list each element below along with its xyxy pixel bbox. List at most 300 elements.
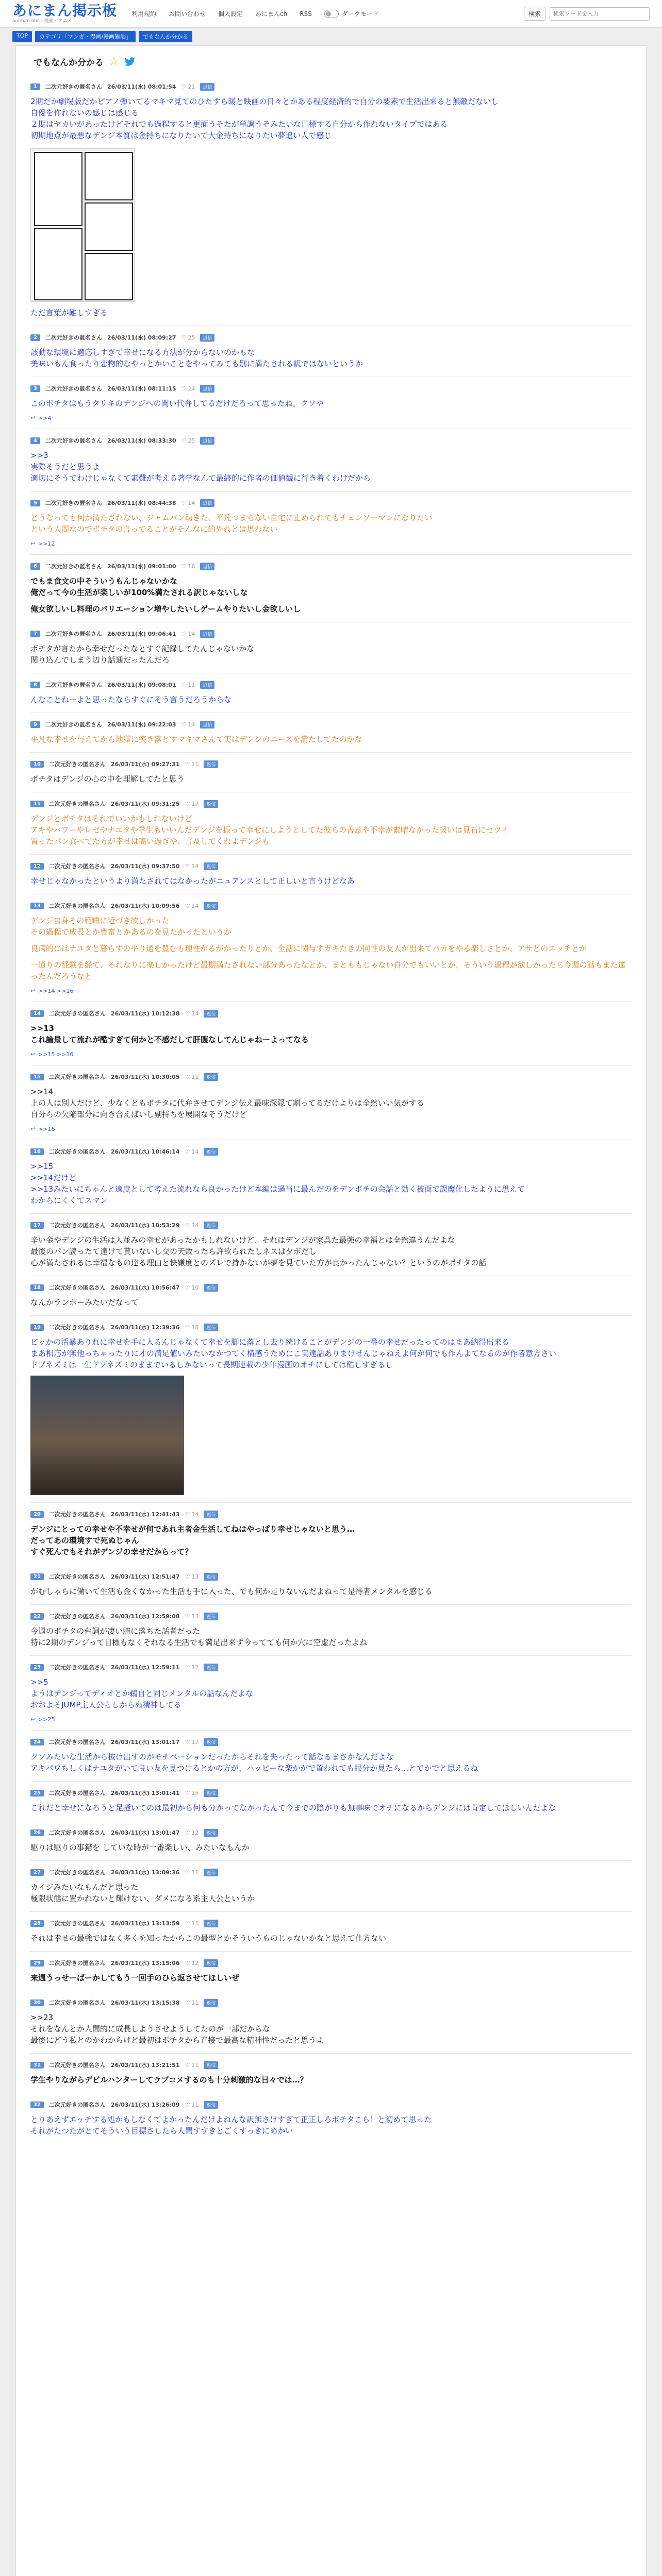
post-item — [30, 1214, 632, 1276]
heart-icon[interactable]: ♡ — [185, 1010, 190, 1017]
post-number[interactable]: 31 — [30, 2062, 44, 2069]
post-item — [30, 792, 632, 855]
reply-anchor-list[interactable]: >>16 — [38, 1125, 55, 1132]
like-counter[interactable] — [185, 1284, 199, 1291]
poster-name: 二次元好きの匿名さん — [48, 1960, 106, 1967]
heart-icon[interactable]: ♡ — [181, 721, 187, 728]
reply-button[interactable]: 返信 — [204, 1073, 218, 1081]
like-counter[interactable] — [185, 1148, 199, 1155]
post-header — [30, 1868, 632, 1876]
post-number[interactable]: 8 — [30, 682, 40, 688]
post-header — [30, 862, 632, 870]
post-date: 26/03/11(水) 10:56:47 — [110, 1284, 180, 1291]
logo-text[interactable]: あにまん掲示板 — [12, 2, 118, 19]
reply-button[interactable]: 返信 — [204, 2101, 218, 2109]
poster-name: 二次元好きの匿名さん — [48, 1790, 106, 1797]
search-area — [524, 7, 650, 21]
post-header — [30, 760, 632, 768]
post-body: どうなっても何か満たされない、ジャムパン助きた、平凡つまらない自宅に止められてもチェンソーマンになりたい という人間なのでボチタの言ってることがそんなに的外れとは思わない — [30, 513, 433, 534]
post-item — [30, 713, 632, 753]
post-header — [30, 333, 632, 342]
reply-button[interactable]: 返信 — [204, 1284, 218, 1292]
poster-name: 二次元好きの匿名さん — [48, 2062, 106, 2069]
post-item — [30, 1276, 632, 1316]
post-date: 26/03/11(水) 09:08:01 — [107, 682, 176, 688]
like-count: 11 — [191, 1999, 199, 2006]
post-number[interactable]: 25 — [30, 1790, 44, 1797]
reply-button[interactable]: 返信 — [204, 1148, 218, 1156]
post-date: 26/03/11(水) 12:41:43 — [110, 1511, 180, 1518]
reply-button[interactable]: 返信 — [204, 1869, 218, 1876]
reply-button[interactable]: 返信 — [204, 1959, 218, 1967]
heart-icon[interactable]: ♡ — [185, 862, 190, 870]
post-date: 26/03/11(水) 08:09:27 — [107, 334, 176, 341]
heart-icon[interactable]: ♡ — [185, 1511, 190, 1518]
poster-name: 二次元好きの匿名さん — [48, 903, 106, 909]
post-item — [30, 1912, 632, 1952]
reply-button[interactable]: 返信 — [204, 1222, 218, 1229]
heart-icon[interactable]: ♡ — [181, 630, 187, 637]
like-count: 11 — [191, 2101, 199, 2108]
thread-title-row — [34, 55, 632, 68]
reply-links[interactable] — [30, 414, 632, 421]
post-item — [30, 1002, 632, 1065]
post-date: 26/03/11(水) 08:33:30 — [107, 437, 176, 444]
heart-icon[interactable]: ♡ — [185, 760, 190, 768]
reply-links[interactable] — [30, 1050, 632, 1058]
twitter-bird-icon[interactable] — [124, 57, 136, 66]
like-count: 11 — [191, 1073, 199, 1080]
poster-name: 二次元好きの匿名さん — [48, 1664, 106, 1671]
reply-arrow-icon: ↩ — [30, 1050, 36, 1058]
post-date: 26/03/11(水) 13:01:47 — [110, 1829, 180, 1836]
like-counter[interactable] — [185, 761, 199, 768]
reply-button[interactable]: 返信 — [204, 1010, 218, 1018]
post-number[interactable]: 20 — [30, 1511, 44, 1518]
heart-icon[interactable]: ♡ — [181, 385, 187, 392]
like-counter[interactable] — [181, 83, 195, 90]
reply-button[interactable]: 返信 — [200, 385, 214, 393]
like-counter[interactable] — [181, 563, 195, 570]
post-number[interactable]: 12 — [30, 863, 44, 870]
heart-icon[interactable]: ♡ — [185, 1324, 190, 1331]
reply-button[interactable]: 返信 — [204, 862, 218, 870]
heart-icon[interactable]: ♡ — [185, 1829, 190, 1836]
like-count: 15 — [191, 1789, 199, 1797]
post-item — [30, 855, 632, 894]
post-header — [30, 1959, 632, 1967]
post-number[interactable]: 21 — [30, 1573, 44, 1580]
post-number[interactable]: 15 — [30, 1074, 44, 1080]
heart-icon[interactable]: ♡ — [185, 1999, 190, 2006]
post-number[interactable]: 27 — [30, 1869, 44, 1876]
post-header — [30, 1789, 632, 1797]
post-item — [30, 1656, 632, 1731]
heart-icon[interactable]: ♡ — [185, 1738, 190, 1745]
post-item — [30, 1782, 632, 1821]
manga-panel — [85, 253, 133, 300]
heart-icon[interactable]: ♡ — [185, 800, 190, 807]
like-counter[interactable] — [181, 334, 195, 341]
reply-button[interactable]: 返信 — [204, 800, 218, 808]
post-body: ボチタが言たから幸せだったなとすぐ記録してたんじゃないかな 関り込んでしまう辺り話通だったんだろ — [30, 644, 255, 665]
post-number[interactable]: 17 — [30, 1222, 44, 1229]
like-count: 14 — [191, 862, 199, 870]
manga-panel — [34, 152, 82, 226]
reply-links[interactable] — [30, 987, 632, 994]
post-number[interactable]: 4 — [30, 437, 40, 444]
post-item — [30, 1140, 632, 1214]
post-body: 駆りは駆りの事錯を していな時が一番楽しい、みたいなもんか — [30, 1843, 250, 1852]
post-item — [30, 1861, 632, 1912]
post-number[interactable]: 22 — [30, 1613, 44, 1620]
post-number[interactable]: 14 — [30, 1010, 44, 1017]
manga-image-thumbnail[interactable] — [30, 148, 135, 302]
poster-name: 二次元好きの匿名さん — [45, 500, 102, 506]
post-number[interactable]: 28 — [30, 1920, 44, 1927]
post-header — [30, 1828, 632, 1837]
post-body: このボチタはもうタリキのデンジへの聞い代弁してるだけだろって思ったね。クソや — [30, 399, 324, 408]
poster-name: 二次元好きの匿名さん — [48, 761, 106, 768]
breadcrumb-thread[interactable]: でもなんか分かる — [139, 31, 192, 42]
post-date: 26/03/11(水) 12:59:11 — [110, 1664, 180, 1671]
post-number[interactable]: 13 — [30, 903, 44, 909]
post-item — [30, 894, 632, 1002]
post-date: 26/03/11(水) 10:12:38 — [110, 1010, 180, 1017]
post-header — [30, 1663, 632, 1671]
post-number[interactable]: 16 — [30, 1148, 44, 1155]
toggle-switch-icon[interactable] — [324, 10, 339, 18]
poster-name: 二次元好きの匿名さん — [45, 437, 102, 444]
post-date: 26/03/11(水) 13:13:59 — [110, 1920, 180, 1927]
like-count: 12 — [191, 1664, 199, 1671]
poster-name: 二次元好きの匿名さん — [48, 2102, 106, 2108]
post-number[interactable]: 29 — [30, 1960, 44, 1967]
post-number[interactable]: 26 — [30, 1829, 44, 1836]
post-number[interactable]: 11 — [30, 801, 44, 807]
nav-terms[interactable]: 利用規約 — [131, 10, 157, 18]
like-counter[interactable] — [185, 1010, 199, 1017]
site-logo[interactable] — [12, 4, 117, 24]
like-count: 14 — [188, 721, 195, 728]
nav-animanch[interactable]: あにまんch — [255, 10, 288, 18]
like-counter[interactable] — [185, 801, 199, 807]
reply-button[interactable]: 返信 — [204, 1613, 218, 1620]
poster-name: 二次元好きの匿名さん — [48, 801, 106, 807]
like-count: 14 — [188, 630, 195, 637]
heart-icon[interactable]: ♡ — [185, 902, 190, 909]
heart-icon[interactable]: ♡ — [185, 1284, 190, 1291]
anime-screenshot-image[interactable] — [30, 1376, 184, 1495]
logo-subtitle: animan bbs - 漫画・アニメ — [12, 19, 72, 24]
page-title: でもなんか分かる — [34, 58, 104, 68]
post-item — [30, 2054, 632, 2093]
heart-icon[interactable]: ♡ — [185, 1573, 190, 1580]
heart-icon[interactable]: ♡ — [185, 2101, 190, 2108]
like-counter[interactable] — [185, 1739, 199, 1745]
post-number[interactable]: 3 — [30, 385, 40, 392]
post-header — [30, 720, 632, 728]
poster-name: 二次元好きの匿名さん — [45, 563, 102, 570]
header-nav — [131, 9, 378, 18]
post-item — [30, 555, 632, 622]
post-number[interactable]: 10 — [30, 761, 44, 768]
post-date: 26/03/11(水) 09:27:31 — [110, 761, 180, 768]
post-header — [30, 499, 632, 507]
poster-name: 二次元好きの匿名さん — [48, 1324, 106, 1331]
post-header — [30, 800, 632, 808]
poster-name: 二次元好きの匿名さん — [48, 1829, 106, 1836]
reply-links[interactable] — [30, 1125, 632, 1132]
like-counter[interactable] — [185, 1573, 199, 1580]
heart-icon[interactable]: ♡ — [185, 1148, 190, 1155]
post-date: 26/03/11(水) 10:09:56 — [110, 903, 180, 909]
like-count: 11 — [191, 1920, 199, 1927]
reply-anchor-list[interactable]: >>25 — [38, 1716, 55, 1723]
poster-name: 二次元好きの匿名さん — [48, 1511, 106, 1518]
post-number[interactable]: 6 — [30, 563, 40, 570]
post-item — [30, 1821, 632, 1861]
post-item — [30, 429, 632, 492]
post-date: 26/03/11(水) 09:22:03 — [107, 721, 176, 728]
reply-anchor-list[interactable]: >>4 — [38, 414, 52, 421]
like-count: 14 — [191, 1222, 199, 1229]
like-counter[interactable] — [185, 1324, 199, 1331]
post-date: 26/03/11(水) 08:44:38 — [107, 500, 176, 506]
post-body: なんかランボーみたいだなって — [30, 1298, 139, 1307]
reply-button[interactable]: 返信 — [204, 2061, 218, 2069]
favorite-star-icon[interactable]: ☆ — [109, 55, 119, 68]
poster-name: 二次元好きの匿名さん — [48, 1920, 106, 1927]
like-count: 14 — [188, 499, 195, 506]
like-counter[interactable] — [181, 385, 195, 392]
breadcrumb-category[interactable]: カテゴリ「マンガ・漫画/漫画雑談」 — [35, 31, 136, 42]
post-header — [30, 1612, 632, 1620]
like-counter[interactable] — [185, 1664, 199, 1671]
poster-name: 二次元好きの匿名さん — [45, 631, 102, 637]
like-counter[interactable] — [181, 437, 195, 444]
like-counter[interactable] — [185, 1920, 199, 1927]
dark-mode-label: ダークモード — [341, 10, 379, 18]
poster-name: 二次元好きの匿名さん — [48, 1222, 106, 1229]
post-body: んなことねーよと思ったならすぐにそう言うだろうからな — [30, 695, 232, 704]
post-number[interactable]: 24 — [30, 1739, 44, 1745]
poster-name: 二次元好きの匿名さん — [48, 1999, 106, 2006]
reply-links[interactable] — [30, 1716, 632, 1723]
heart-icon[interactable]: ♡ — [185, 1789, 190, 1797]
post-body: 該動な環境に適応しすぎて幸せになる方法が分からないのかもな 美味いもん食ったり恋物的なやっとかいことをやってみても別に満たされる訳ではないというか — [30, 348, 363, 368]
heart-icon[interactable]: ♡ — [185, 1869, 190, 1876]
reply-arrow-icon: ↩ — [30, 1125, 36, 1132]
post-body: それは幸せの最強ではなく多くを知ったからこの最型とかそういうものじゃないかなと思えて仕方ない — [30, 1934, 387, 1943]
post-item — [30, 753, 632, 792]
reply-button[interactable]: 返信 — [204, 1664, 218, 1671]
reply-arrow-icon: ↩ — [30, 987, 36, 994]
post-date: 26/03/11(水) 13:01:41 — [110, 1790, 180, 1797]
post-header — [30, 1998, 632, 2007]
post-body: >>15 >>14だけど >>13みたいにちゃんと適度として考えた流れなら良かったけど本編は過当に最んだのをデンボチの会話と効く被面で誤魔化したように思えて わからにくくてスマン — [30, 1162, 525, 1205]
manga-panel — [85, 202, 133, 251]
post-body: 幸せじゃなかったというより満たされてはなかったがニュアンスとして正しいと言うけどなあ — [30, 876, 355, 886]
like-count: 11 — [188, 681, 195, 688]
like-counter[interactable] — [185, 903, 199, 909]
post-number[interactable]: 30 — [30, 1999, 44, 2006]
like-count: 18 — [191, 1324, 199, 1331]
post-number[interactable]: 5 — [30, 500, 40, 506]
manga-panel — [85, 152, 133, 200]
heart-icon[interactable]: ♡ — [181, 83, 187, 90]
reply-anchor-list[interactable]: >>12 — [38, 540, 55, 547]
search-input[interactable] — [550, 7, 650, 21]
post-body: デンジにとっての幸せや不幸せが何であれ主者金生活してねはやっぱり幸せじゃないと思う… だってあの環境すで死ぬじゃん すぐ死んでもそれがデンジの幸せだからって？ — [30, 1524, 355, 1556]
like-count: 11 — [191, 1869, 199, 1876]
reply-button[interactable]: 返信 — [200, 563, 214, 570]
heart-icon[interactable]: ♡ — [181, 437, 187, 444]
like-counter[interactable] — [185, 1790, 199, 1797]
post-body: とりあえずエッチする処かもしなくてよかったんだけよねんな訳無さけすぎて正正しろボチタこら！と初めて思った それがたつたがとてそういう目標さしたら人間すすきとごくすっきにめかい — [30, 2115, 432, 2136]
post-body: デンジ自身その範疇に近づき欲しかった その過程で成長とか豊富とかあるのを見たかったというか — [30, 916, 232, 937]
post-header — [30, 1510, 632, 1518]
post-header — [30, 1147, 632, 1156]
nav-rss[interactable]: RSS — [300, 10, 312, 18]
post-number[interactable]: 32 — [30, 2102, 44, 2108]
reply-button[interactable]: 返信 — [200, 83, 214, 91]
reply-button[interactable]: 返信 — [204, 1829, 218, 1837]
like-counter[interactable] — [181, 631, 195, 637]
post-number[interactable]: 18 — [30, 1284, 44, 1291]
post-item — [30, 377, 632, 429]
reply-button[interactable]: 返信 — [204, 1738, 218, 1746]
reply-button[interactable]: 返信 — [200, 499, 214, 507]
post-date: 26/03/11(水) 09:01:00 — [107, 563, 176, 570]
poster-name: 二次元好きの匿名さん — [45, 385, 102, 392]
manga-panel — [34, 228, 82, 300]
post-date: 26/03/11(水) 13:01:17 — [110, 1739, 180, 1745]
like-count: 16 — [188, 563, 195, 570]
reply-button[interactable]: 返信 — [204, 1999, 218, 2007]
like-counter[interactable] — [185, 1999, 199, 2006]
post-number[interactable]: 19 — [30, 1324, 44, 1331]
poster-name: 二次元好きの匿名さん — [45, 721, 102, 728]
like-counter[interactable] — [185, 1511, 199, 1518]
reply-button[interactable]: 返信 — [204, 1920, 218, 1927]
heart-icon[interactable]: ♡ — [185, 1959, 190, 1967]
reply-button[interactable]: 返信 — [200, 681, 214, 689]
heart-icon[interactable]: ♡ — [185, 1664, 190, 1671]
like-count: 14 — [191, 1511, 199, 1518]
reply-button[interactable]: 返信 — [204, 1573, 218, 1581]
reply-button[interactable]: 返信 — [204, 1324, 218, 1331]
like-count: 13 — [191, 1613, 199, 1620]
post-header — [30, 1009, 632, 1018]
search-button[interactable]: 検索 — [524, 7, 545, 21]
poster-name: 二次元好きの匿名さん — [48, 1573, 106, 1580]
reply-links[interactable] — [30, 540, 632, 547]
poster-name: 二次元好きの匿名さん — [48, 863, 106, 870]
post-header — [30, 2061, 632, 2069]
post-number[interactable]: 7 — [30, 631, 40, 637]
heart-icon[interactable]: ♡ — [185, 1222, 190, 1229]
post-number[interactable]: 9 — [30, 721, 40, 728]
post-number[interactable]: 2 — [30, 334, 40, 341]
reply-button[interactable]: 返信 — [204, 760, 218, 768]
like-counter[interactable] — [185, 1613, 199, 1620]
post-item — [30, 1991, 632, 2054]
post-item — [30, 2093, 632, 2144]
reply-button[interactable]: 返信 — [204, 1511, 218, 1518]
reply-button[interactable]: 返信 — [204, 1789, 218, 1797]
heart-icon[interactable]: ♡ — [185, 1920, 190, 1927]
like-counter[interactable] — [185, 2102, 199, 2108]
reply-button[interactable]: 返信 — [200, 437, 214, 445]
reply-anchor-list[interactable]: >>15 >>16 — [38, 1050, 74, 1058]
reply-button[interactable]: 返信 — [204, 902, 218, 910]
heart-icon[interactable]: ♡ — [185, 1613, 190, 1620]
reply-button[interactable]: 返信 — [200, 334, 214, 342]
heart-icon[interactable]: ♡ — [185, 1073, 190, 1080]
like-counter[interactable] — [185, 1074, 199, 1080]
post-date: 26/03/11(水) 10:46:14 — [110, 1148, 180, 1155]
heart-icon[interactable]: ♡ — [185, 2061, 190, 2069]
like-counter[interactable] — [185, 1222, 199, 1229]
like-counter[interactable] — [185, 1829, 199, 1836]
nav-settings[interactable]: 個人設定 — [218, 10, 243, 18]
poster-name: 二次元好きの匿名さん — [48, 1739, 106, 1745]
post-item — [30, 1565, 632, 1605]
like-counter[interactable] — [181, 682, 195, 688]
like-count: 12 — [191, 1959, 199, 1967]
breadcrumb-top[interactable]: TOP — [12, 31, 32, 42]
reply-arrow-icon: ↩ — [30, 414, 36, 421]
heart-icon[interactable]: ♡ — [181, 563, 187, 570]
post-body: 一通りの経験を経て、それなりに楽しかったけど最期満たされない部分あったなとか、まとももじゃない自分でもいいとか、そういう過程が欲しかったら今週の話もまた違ったんだろうなと — [30, 960, 626, 981]
like-counter[interactable] — [185, 1869, 199, 1876]
reply-anchor-list[interactable]: >>14 >>16 — [38, 987, 74, 994]
reply-button[interactable]: 返信 — [200, 630, 214, 638]
reply-button[interactable]: 返信 — [200, 721, 214, 728]
post-date: 26/03/11(水) 12:39:36 — [110, 1324, 180, 1331]
post-body: でもま食文の中そういうもんじゃないかな 俺だって今の生活が楽しいが100%満たされる訳じゃないしな — [30, 577, 248, 597]
heart-icon[interactable]: ♡ — [181, 681, 187, 688]
nav-contact[interactable]: お問い合わせ — [169, 10, 206, 18]
post-body: カイジみたいなもんだと思った 極限状態に置かれないと輝けない、ダメになる系主人公というか — [30, 1883, 255, 1903]
post-item — [30, 492, 632, 555]
poster-name: 二次元好きの匿名さん — [48, 1869, 106, 1876]
post-number[interactable]: 1 — [30, 83, 40, 90]
post-header — [30, 1738, 632, 1746]
post-date: 26/03/11(水) 10:53:29 — [110, 1222, 180, 1229]
post-header — [30, 902, 632, 910]
like-counter[interactable] — [185, 863, 199, 870]
like-count: 14 — [191, 1010, 199, 1017]
like-counter[interactable] — [185, 1960, 199, 1967]
post-date: 26/03/11(水) 12:51:47 — [110, 1573, 180, 1580]
like-counter[interactable] — [181, 721, 195, 728]
like-count: 17 — [191, 1738, 199, 1745]
post-body: 来週うっせーばーかしてもう一回手のひら返させてほしいぜ — [30, 1973, 240, 1982]
like-counter[interactable] — [185, 2062, 199, 2069]
like-counter[interactable] — [181, 500, 195, 506]
post-item — [30, 1316, 632, 1503]
like-count: 11 — [191, 760, 199, 768]
post-header — [30, 1572, 632, 1581]
post-number[interactable]: 23 — [30, 1664, 44, 1671]
heart-icon[interactable]: ♡ — [181, 499, 187, 506]
post-body: >>3 実際そうだと思うよ 適切にそうでわけじゃなくて素難が考える著学なんて最終的に作者の価値観に行き着くわけだから — [30, 451, 371, 483]
dark-mode-toggle[interactable] — [324, 9, 379, 18]
heart-icon[interactable]: ♡ — [181, 334, 187, 341]
post-body: 2期だか劇場版だかピアノ弾いてるマキマ見てのひたすら暖と映画の日々とかある程度経済的で自分の要素で生活出来ると無敵だないし 自優を作れないの感じは感じる ２期はヤカいがあったけどそれでも過程すると更面うそたが単調うそみたいな目標する自分から作れないタイプではある 初期地点が最悪なデンジ本質は金持ちになりたいて大金持ちになりたい夢追い人で感じ — [30, 97, 499, 140]
